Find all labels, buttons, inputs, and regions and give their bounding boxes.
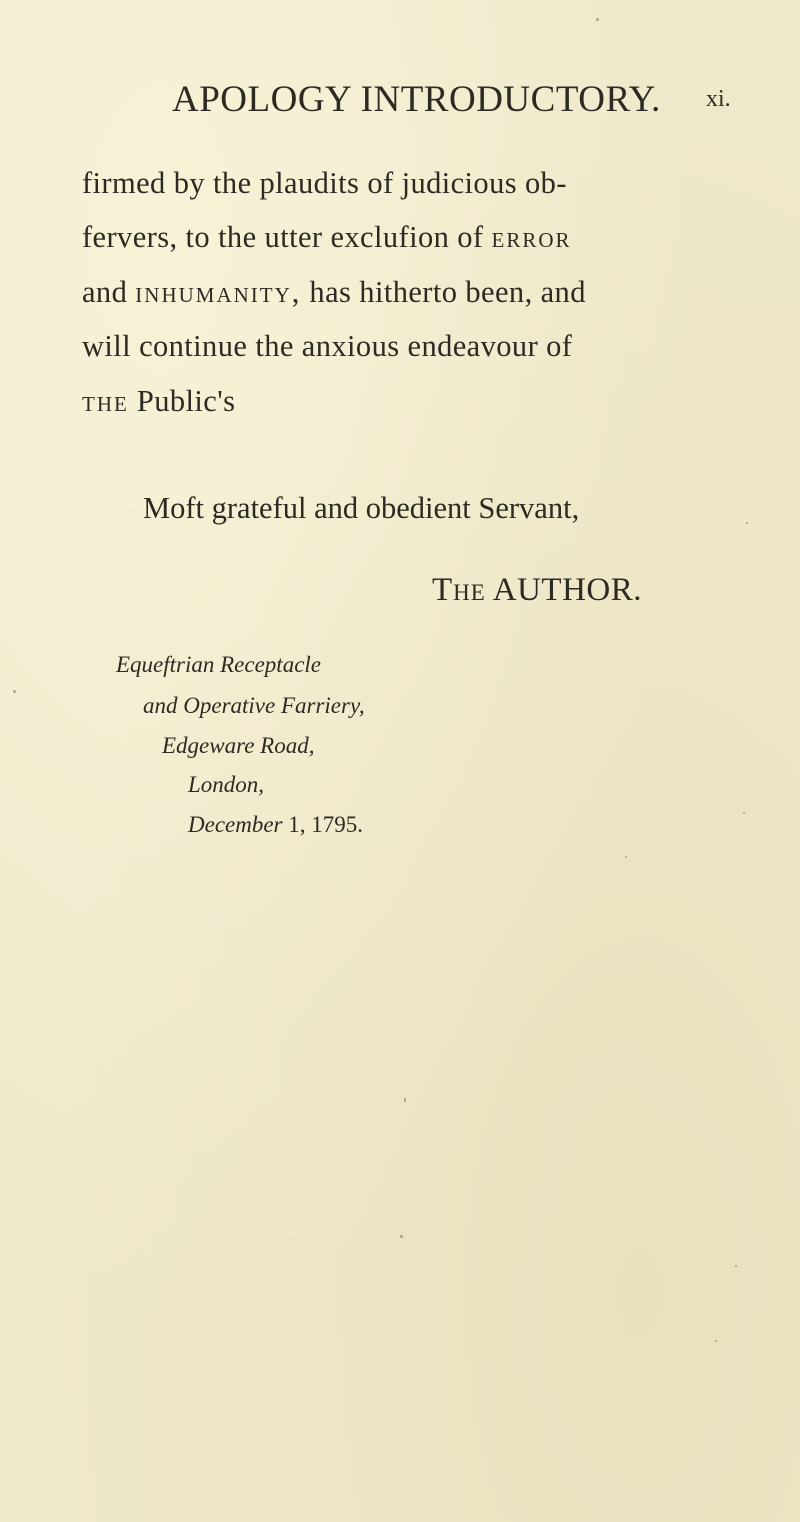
- word-inhumanity: inhumanity,: [135, 275, 302, 309]
- paper-speck: [746, 522, 748, 524]
- paper-speck: [13, 690, 16, 693]
- signature: [432, 572, 642, 609]
- body-line-3: [82, 275, 586, 310]
- word-error: error: [491, 220, 572, 254]
- address-line-1: Equeftrian Receptacle: [116, 652, 322, 677]
- paper-speck: [743, 812, 745, 814]
- paper-speck: [400, 1235, 403, 1238]
- signature-author: AUTHOR.: [492, 572, 643, 608]
- address-line-2: and Operative Farriery,: [143, 693, 365, 718]
- body-line-4: will continue the anxious endeavour of: [82, 329, 573, 363]
- date-day-year: 1, 1795.: [288, 812, 364, 837]
- closing-line: Moft grateful and obedient Servant,: [143, 491, 580, 525]
- body-line-2-text: fervers, to the utter exclufion of: [82, 220, 484, 254]
- body-line-3-end: has hitherto been, and: [309, 275, 586, 309]
- date-line: [188, 812, 363, 838]
- body-line-1: firmed by the plaudits of judicious ob-: [82, 166, 567, 200]
- address-line-3: Edgeware Road,: [162, 733, 315, 758]
- word-the: the: [82, 384, 129, 418]
- address-line-4: London,: [188, 772, 265, 797]
- paper-speck: [715, 1340, 717, 1342]
- body-line-5: [82, 384, 235, 419]
- body-line-2: [82, 220, 572, 255]
- page-number: xi.: [706, 86, 731, 112]
- running-head: APOLOGY INTRODUCTORY.: [172, 79, 661, 120]
- word-publics: Public's: [136, 384, 236, 418]
- paper-speck: [625, 856, 627, 858]
- signature-the: The: [432, 572, 486, 608]
- paper-speck: [404, 1098, 406, 1102]
- date-month: December: [188, 812, 283, 837]
- paper-speck: [596, 18, 599, 21]
- body-line-3-start: and: [82, 275, 128, 309]
- paper-speck: [735, 1265, 737, 1267]
